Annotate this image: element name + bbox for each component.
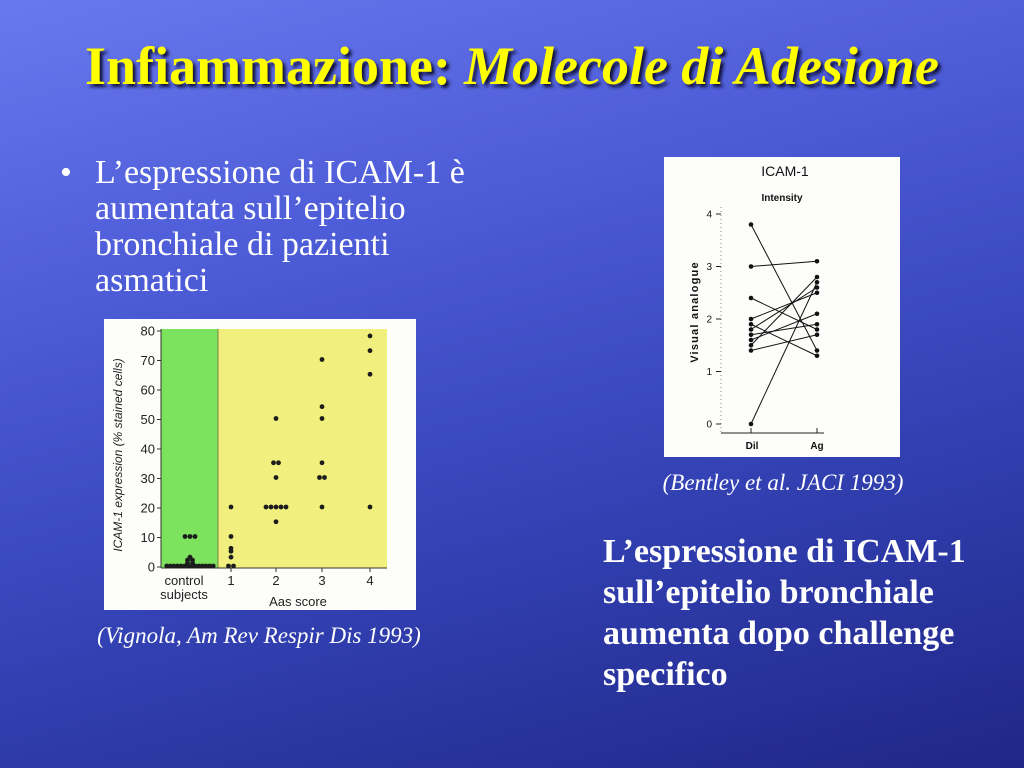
subject-line — [751, 288, 817, 330]
data-point — [193, 534, 198, 539]
y-axis-label: Visual analogue — [689, 261, 701, 363]
conclusion-text — [603, 531, 966, 695]
subject-line — [751, 261, 817, 266]
y-tick-label: 40 — [140, 441, 155, 457]
conclusion-line: L’espressione di ICAM-1 — [603, 533, 966, 570]
data-point-ag — [815, 311, 820, 316]
icam1-intensity-chart — [664, 157, 900, 457]
subject-line — [751, 335, 817, 351]
bullet-line: asmatici — [95, 262, 209, 299]
bullet-text — [95, 155, 465, 299]
x-tick-label: 4 — [366, 573, 374, 588]
y-tick-label: 60 — [140, 382, 155, 398]
data-point — [284, 505, 289, 510]
data-point — [274, 475, 279, 480]
title-main: Infiammazione: — [85, 36, 451, 96]
bullet-line: aumentata sull’epitelio — [95, 190, 406, 227]
title-italic: Molecole di Adesione — [464, 36, 939, 96]
data-point — [317, 475, 322, 480]
y-tick-label: 30 — [140, 471, 155, 486]
x-tick-label-ag: Ag — [810, 441, 824, 452]
data-point — [368, 505, 373, 510]
x-tick-label: control subjects — [160, 573, 208, 602]
data-point — [183, 534, 188, 539]
slide-title — [0, 34, 1024, 98]
data-point-dil — [749, 296, 754, 301]
data-point-dil — [749, 222, 754, 227]
data-point — [229, 555, 234, 560]
data-point-ag — [815, 353, 820, 358]
data-point — [274, 416, 279, 421]
chart-subtitle: Intensity — [761, 193, 803, 204]
data-point-ag — [815, 280, 820, 285]
data-point — [320, 416, 325, 421]
y-axis-label: ICAM-1 expression (% stained cells) — [111, 358, 125, 552]
data-point-dil — [749, 264, 754, 269]
data-point-dil — [749, 317, 754, 322]
data-point — [264, 505, 269, 510]
data-point — [226, 564, 231, 569]
caption-right: (Bentley et al. JACI 1993) — [662, 470, 904, 495]
data-point-dil — [749, 327, 754, 332]
data-point — [320, 505, 325, 510]
data-point-ag — [815, 259, 820, 264]
data-point — [229, 549, 234, 554]
x-axis-label: Aas score — [269, 594, 327, 609]
patient-region — [218, 329, 387, 568]
y-tick-label: 2 — [706, 314, 712, 326]
data-point — [188, 534, 193, 539]
conclusion-line: specifico — [603, 656, 728, 693]
data-point — [274, 519, 279, 524]
data-point — [322, 475, 327, 480]
subject-line — [751, 314, 817, 340]
bullet-icon: • — [60, 154, 72, 191]
y-tick-label: 0 — [706, 419, 712, 431]
data-point-dil — [749, 348, 754, 353]
data-point — [320, 357, 325, 362]
conclusion-line: sull’epitelio bronchiale — [603, 574, 934, 611]
data-point — [368, 372, 373, 377]
y-tick-label: 20 — [140, 500, 155, 516]
data-point — [320, 460, 325, 465]
x-tick-label: 3 — [318, 573, 326, 588]
data-point — [320, 404, 325, 409]
data-point — [279, 505, 284, 510]
data-point-dil — [749, 338, 754, 343]
caption-left: (Vignola, Am Rev Respir Dis 1993) — [97, 623, 421, 648]
y-tick-label: 10 — [140, 530, 155, 545]
x-tick-label: 2 — [272, 573, 280, 588]
data-point — [231, 564, 236, 569]
data-point-ag — [815, 327, 820, 332]
y-tick-label: 70 — [140, 353, 155, 368]
data-point-ag — [815, 332, 820, 337]
subject-line — [751, 282, 817, 424]
y-tick-label: 4 — [706, 209, 712, 221]
data-point-dil — [749, 422, 754, 427]
icam1-expression-chart — [104, 319, 416, 610]
data-point-dil — [749, 332, 754, 337]
data-point-ag — [815, 348, 820, 353]
subject-line — [751, 324, 817, 356]
conclusion-line: aumenta dopo challenge — [603, 615, 955, 652]
scatter-plot — [104, 319, 416, 610]
data-point — [271, 460, 276, 465]
y-tick-label: 80 — [140, 323, 155, 339]
y-tick-label: 3 — [706, 262, 712, 273]
data-point — [368, 348, 373, 353]
x-tick-label-dil: Dil — [745, 441, 759, 452]
y-tick-label: 50 — [140, 412, 155, 427]
data-point — [211, 564, 216, 569]
x-tick-label: 1 — [227, 573, 235, 588]
data-point — [269, 505, 274, 510]
data-point-ag — [815, 275, 820, 280]
data-point-dil — [749, 343, 754, 348]
data-point — [229, 534, 234, 539]
paired-line-plot — [664, 157, 900, 457]
chart-title: ICAM-1 — [761, 163, 809, 179]
subject-lines — [749, 222, 820, 426]
y-tick-label: 0 — [147, 559, 155, 575]
bullet-line: L’espressione di ICAM-1 è — [95, 154, 465, 191]
data-point-dil — [749, 322, 754, 327]
data-point-ag — [815, 322, 820, 327]
data-point — [229, 505, 234, 510]
data-point — [368, 334, 373, 339]
plot-background — [161, 329, 387, 568]
data-point — [274, 505, 279, 510]
y-tick-label: 1 — [706, 367, 712, 378]
control-region — [161, 329, 218, 568]
bullet-line: bronchiale di pazienti — [95, 226, 390, 263]
subject-line — [751, 293, 817, 319]
data-point-ag — [815, 290, 820, 295]
data-point — [276, 460, 281, 465]
